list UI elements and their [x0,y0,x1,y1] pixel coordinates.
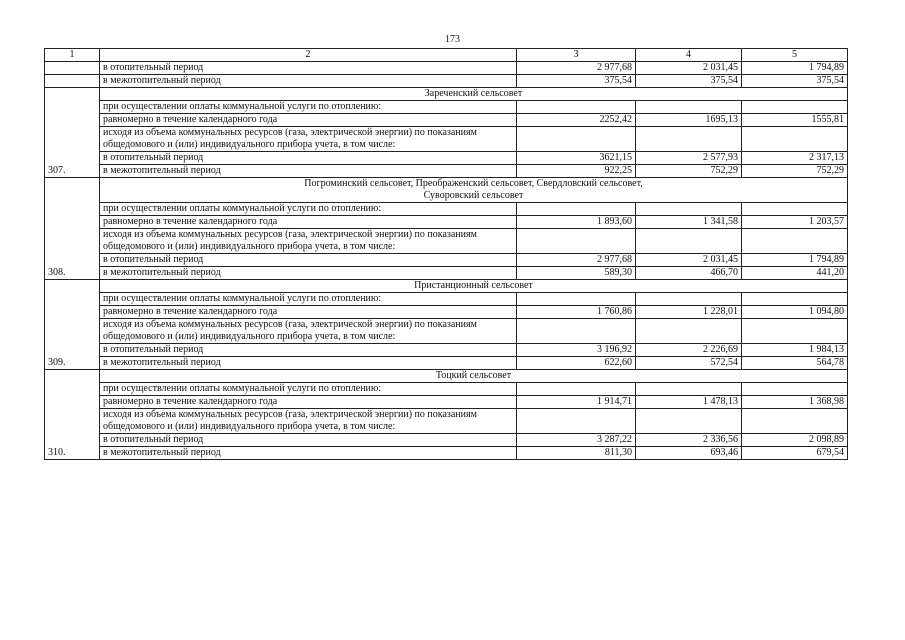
row-label: в отопительный период [100,152,517,165]
value-col5 [742,229,848,254]
table-body [45,49,848,460]
column-header-1: 1 [45,49,100,62]
value-col3: 3 287,22 [517,434,636,447]
heating-row [45,254,848,267]
value-col5: 375,54 [742,75,848,88]
row-label: при осуществлении оплаты коммунальной услуги по отоплению: [100,101,517,114]
row-label: в межотопительный период [100,447,517,460]
section-heading-row [45,370,848,383]
row-label: исходя из объема коммунальных ресурсов (газа, электрической энергии) по показаниям общедомового и (или) индивидуального прибора учета, в том числе: [100,127,517,152]
value-col5: 2 098,89 [742,434,848,447]
value-col3 [517,383,636,396]
column-header-3: 3 [517,49,636,62]
payment-label-row [45,101,848,114]
section-number: 307. [45,88,100,178]
offseason-row [45,165,848,178]
section-number: 309. [45,280,100,370]
row-label: при осуществлении оплаты коммунальной услуги по отоплению: [100,293,517,306]
value-col4: 2 031,45 [636,62,742,75]
row-label: равномерно в течение календарного года [100,114,517,127]
section-title: Пристанционный сельсовет [100,280,848,293]
value-col4 [636,293,742,306]
value-col3 [517,203,636,216]
row-label: в межотопительный период [100,267,517,280]
value-col5 [742,409,848,434]
value-col3: 1 914,71 [517,396,636,409]
value-col4: 693,46 [636,447,742,460]
value-col4: 2 336,56 [636,434,742,447]
value-col3: 375,54 [517,75,636,88]
payment-label-row [45,293,848,306]
value-col3 [517,101,636,114]
value-col5: 1 368,98 [742,396,848,409]
value-col5: 2 317,13 [742,152,848,165]
row-index-cell [45,75,100,88]
value-col3: 811,30 [517,447,636,460]
row-label: в отопительный период [100,344,517,357]
uniform-row [45,114,848,127]
payment-label-row [45,383,848,396]
value-col5 [742,383,848,396]
value-col3: 1 893,60 [517,216,636,229]
row-label: исходя из объема коммунальных ресурсов (газа, электрической энергии) по показаниям общедомового и (или) индивидуального прибора учета, в том числе: [100,409,517,434]
row-label: в отопительный период [100,62,517,75]
value-col3: 589,30 [517,267,636,280]
value-col4: 752,29 [636,165,742,178]
row-label: в отопительный период [100,434,517,447]
section-heading-row [45,280,848,293]
offseason-row [45,267,848,280]
value-col3: 2252,42 [517,114,636,127]
value-col5: 1 203,57 [742,216,848,229]
heating-row [45,152,848,165]
row-label: равномерно в течение календарного года [100,216,517,229]
value-col5 [742,101,848,114]
section-number: 308. [45,178,100,280]
uniform-row [45,216,848,229]
metered-label-row [45,409,848,434]
value-col3: 1 760,86 [517,306,636,319]
value-col3 [517,409,636,434]
value-col4: 572,54 [636,357,742,370]
heating-row [45,434,848,447]
row-label: при осуществлении оплаты коммунальной услуги по отоплению: [100,203,517,216]
row-label: в межотопительный период [100,75,517,88]
value-col5: 564,78 [742,357,848,370]
offseason-row [45,447,848,460]
column-header-5: 5 [742,49,848,62]
value-col5: 679,54 [742,447,848,460]
row-label: исходя из объема коммунальных ресурсов (газа, электрической энергии) по показаниям общедомового и (или) индивидуального прибора учета, в том числе: [100,229,517,254]
column-header-row [45,49,848,62]
value-col4: 466,70 [636,267,742,280]
value-col5: 1 794,89 [742,254,848,267]
column-header-4: 4 [636,49,742,62]
value-col4: 1 341,58 [636,216,742,229]
value-col3: 3 196,92 [517,344,636,357]
row-label: в отопительный период [100,254,517,267]
value-col5 [742,203,848,216]
value-col5: 441,20 [742,267,848,280]
payment-label-row [45,203,848,216]
page-number: 173 [445,34,460,45]
column-header-2: 2 [100,49,517,62]
value-col3 [517,229,636,254]
section-title: Тоцкий сельсовет [100,370,848,383]
value-col4: 2 577,93 [636,152,742,165]
value-col4 [636,101,742,114]
metered-label-row [45,127,848,152]
section-title: Погроминский сельсовет, Преображенский сельсовет, Свердловский сельсовет, Суворовский сельсовет [100,178,848,203]
tariff-table [44,48,848,460]
row-label: в межотопительный период [100,165,517,178]
value-col3 [517,293,636,306]
value-col3: 3621,15 [517,152,636,165]
row-label: равномерно в течение календарного года [100,396,517,409]
row-index-cell [45,62,100,75]
value-col4 [636,203,742,216]
value-col5: 1555,81 [742,114,848,127]
value-col4: 2 226,69 [636,344,742,357]
value-col4 [636,383,742,396]
value-col5: 1 094,80 [742,306,848,319]
metered-label-row [45,319,848,344]
value-col5: 752,29 [742,165,848,178]
value-col4: 375,54 [636,75,742,88]
value-col4 [636,127,742,152]
value-col3 [517,127,636,152]
table-row [45,62,848,75]
value-col4: 1 478,13 [636,396,742,409]
heating-row [45,344,848,357]
value-col5 [742,293,848,306]
value-col4: 1 228,01 [636,306,742,319]
uniform-row [45,306,848,319]
value-col5: 1 794,89 [742,62,848,75]
value-col4 [636,409,742,434]
section-heading-row [45,178,848,203]
value-col3 [517,319,636,344]
uniform-row [45,396,848,409]
value-col3: 2 977,68 [517,62,636,75]
value-col5 [742,127,848,152]
value-col4 [636,229,742,254]
section-number: 310. [45,370,100,460]
row-label: равномерно в течение календарного года [100,306,517,319]
value-col4: 2 031,45 [636,254,742,267]
section-heading-row [45,88,848,101]
row-label: исходя из объема коммунальных ресурсов (газа, электрической энергии) по показаниям общедомового и (или) индивидуального прибора учета, в том числе: [100,319,517,344]
value-col5 [742,319,848,344]
value-col4: 1695,13 [636,114,742,127]
value-col3: 622,60 [517,357,636,370]
value-col3: 2 977,68 [517,254,636,267]
value-col3: 922,25 [517,165,636,178]
value-col5: 1 984,13 [742,344,848,357]
section-title: Зареченский сельсовет [100,88,848,101]
offseason-row [45,357,848,370]
table-row [45,75,848,88]
row-label: в межотопительный период [100,357,517,370]
row-label: при осуществлении оплаты коммунальной услуги по отоплению: [100,383,517,396]
value-col4 [636,319,742,344]
metered-label-row [45,229,848,254]
